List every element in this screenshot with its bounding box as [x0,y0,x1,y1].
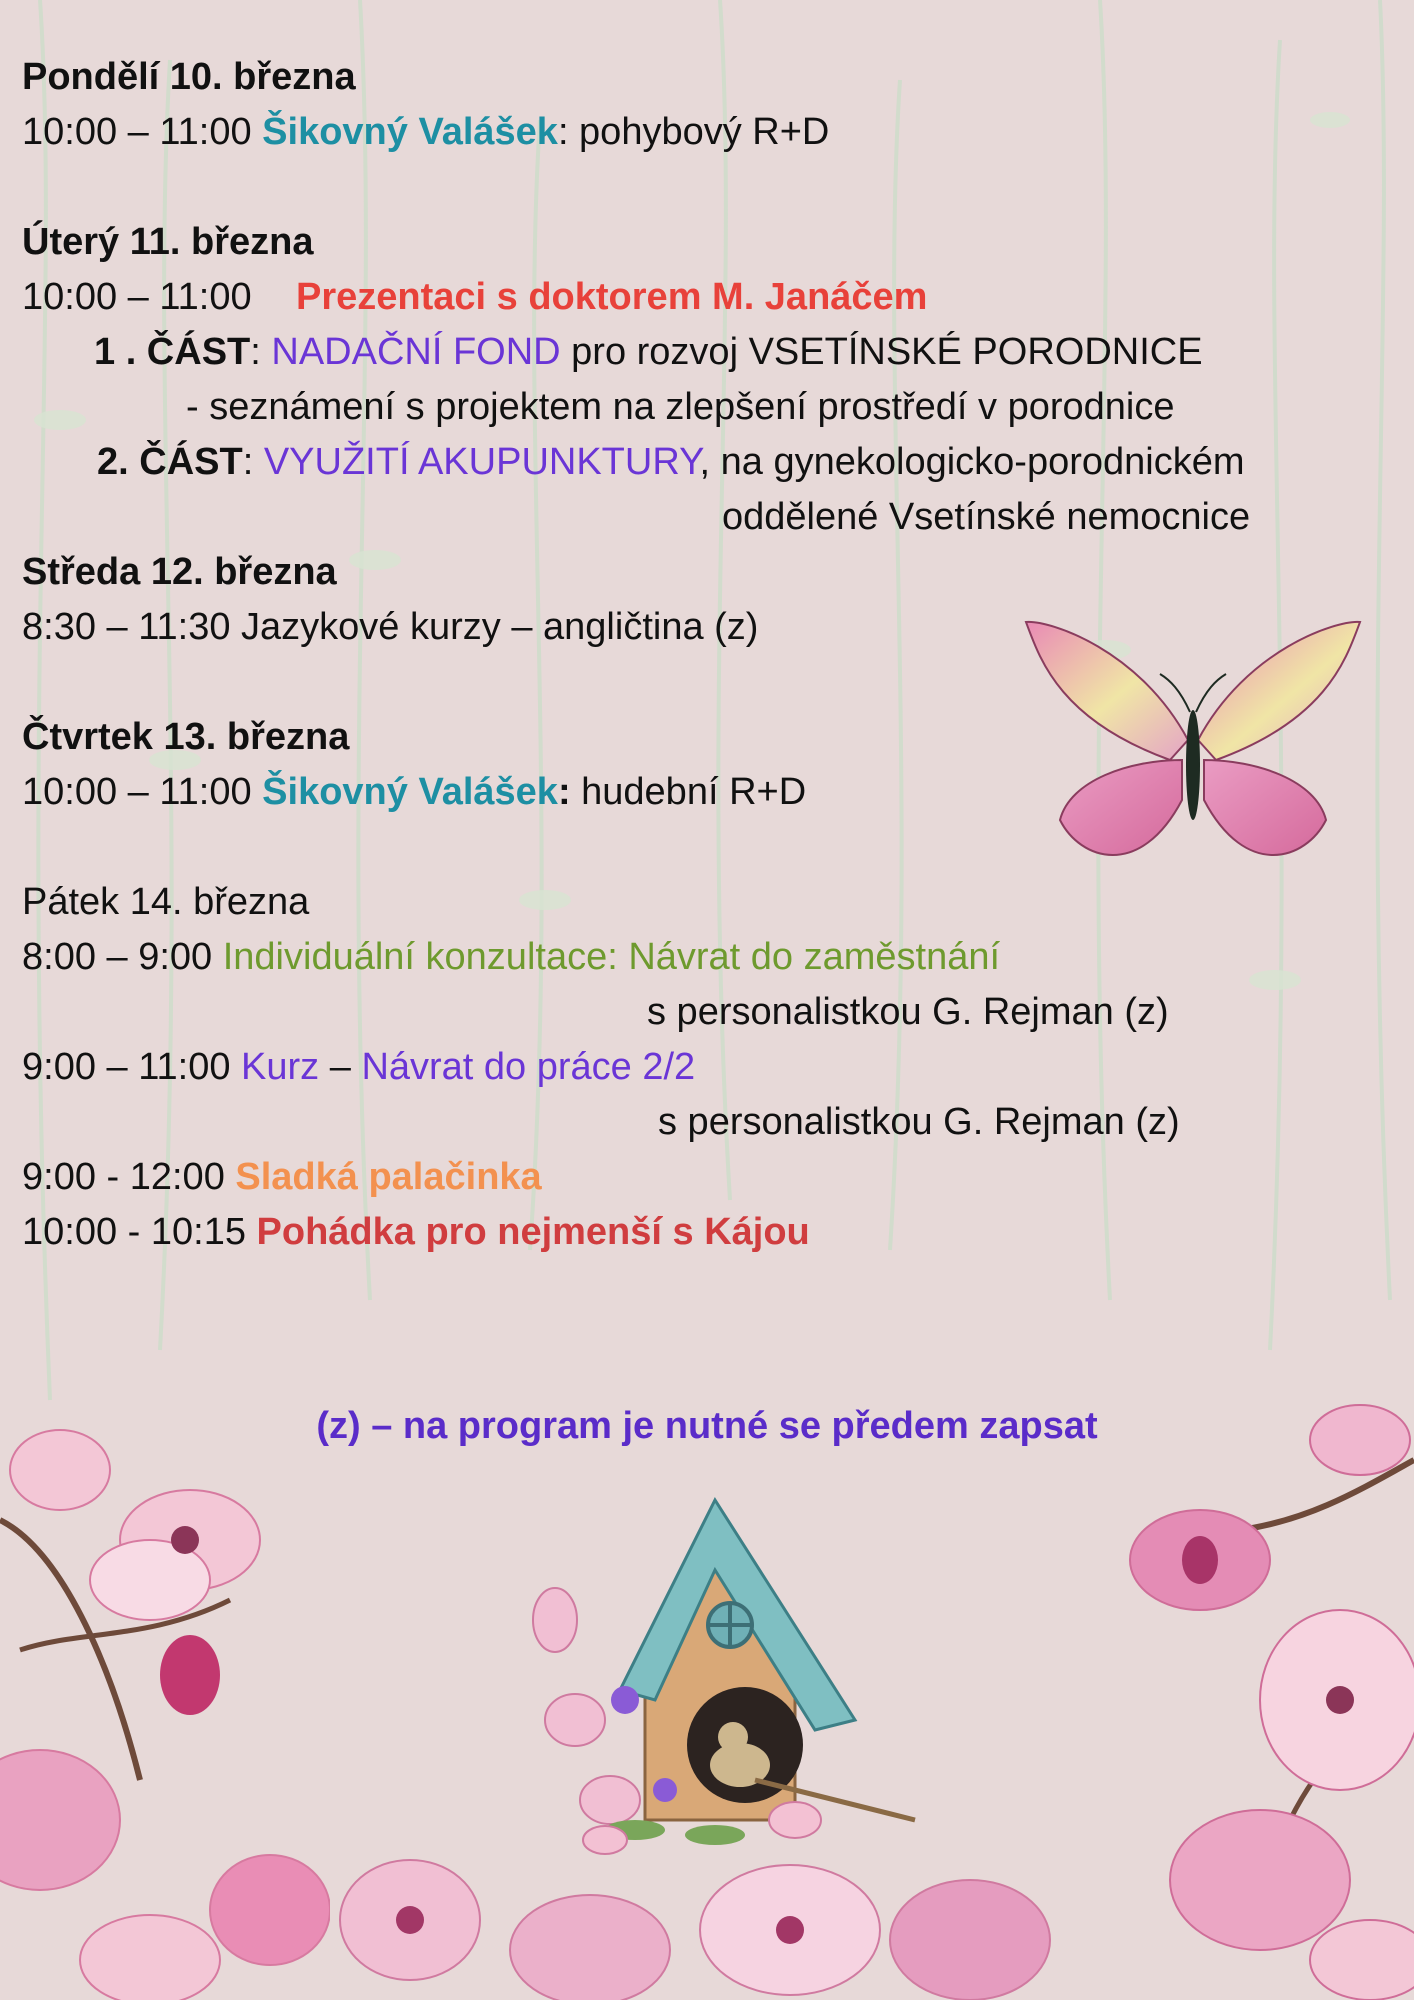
butterfly-icon [1020,610,1366,882]
part2-label: 2. ČÁST [97,441,243,483]
birdhouse-icon [515,1490,925,1860]
monday-program: Šikovný Valášek [262,111,558,153]
friday-item2-kurz: Kurz [241,1046,320,1088]
monday-item [22,108,829,156]
tuesday-heading: Úterý 11. března [22,221,314,263]
friday-item1 [22,933,1000,981]
tuesday-part1 [94,328,1203,376]
tuesday-part1-sub: - seznámení s projektem na zlepšení prostředí v porodnice [186,386,1175,428]
part1-highlight: NADAČNÍ FOND [271,331,561,373]
friday-item2-title: Návrat do práce 2/2 [361,1046,696,1088]
friday-item3-title: Sladká palačinka [235,1156,542,1198]
friday-item4-title: Pohádka pro nejmenší s Kájou [256,1211,810,1253]
tuesday-time: 10:00 – 11:00 [22,276,252,318]
thursday-program: Šikovný Valášek [262,771,558,813]
thursday-item [22,768,806,816]
friday-item1-time: 8:00 – 9:00 [22,936,223,978]
part2-colon: : [242,441,264,483]
registration-note: (z) – na program je nutné se předem zapsat [316,1405,1098,1447]
wednesday-item: 8:30 – 11:30 Jazykové kurzy – angličtina (z) [22,606,759,648]
tuesday-title: Prezentaci s doktorem M. Janáčem [296,276,928,318]
part1-colon: : [250,331,272,373]
friday-item1-sub: s personalistkou G. Rejman (z) [647,991,1169,1033]
thursday-time: 10:00 – 11:00 [22,771,263,813]
thursday-heading: Čtvrtek 13. března [22,716,350,758]
thursday-rest: hudební R+D [570,771,807,813]
friday-item4 [22,1208,810,1256]
magnolia-flowers-left [0,1400,330,2000]
friday-item2-time: 9:00 – 11:00 [22,1046,242,1088]
thursday-colon: : [557,771,571,813]
friday-item3 [22,1153,542,1201]
wednesday-heading: Středa 12. března [22,551,337,593]
friday-item2 [22,1043,695,1091]
tuesday-part2 [97,438,1245,486]
friday-item1-title: Individuální konzultace: Návrat do zaměstnání [222,936,1001,978]
monday-heading: Pondělí 10. března [22,56,356,98]
tuesday-part2-sub: oddělené Vsetínské nemocnice [722,496,1251,538]
friday-item2-sub: s personalistkou G. Rejman (z) [658,1101,1180,1143]
part2-highlight: VYUŽITÍ AKUPUNKTURY [263,441,700,483]
part2-rest: , na gynekologicko-porodnickém [699,441,1245,483]
monday-rest: : pohybový R+D [557,111,830,153]
magnolia-flowers-right [1060,1400,1414,2000]
friday-item3-time: 9:00 - 12:00 [22,1156,236,1198]
friday-item2-dash: – [319,1046,362,1088]
friday-item4-time: 10:00 - 10:15 [22,1211,257,1253]
friday-heading: Pátek 14. března [22,881,310,923]
part1-label: 1 . ČÁST [94,331,251,373]
part1-rest: pro rozvoj VSETÍNSKÉ PORODNICE [560,331,1203,373]
monday-time: 10:00 – 11:00 [22,111,263,153]
